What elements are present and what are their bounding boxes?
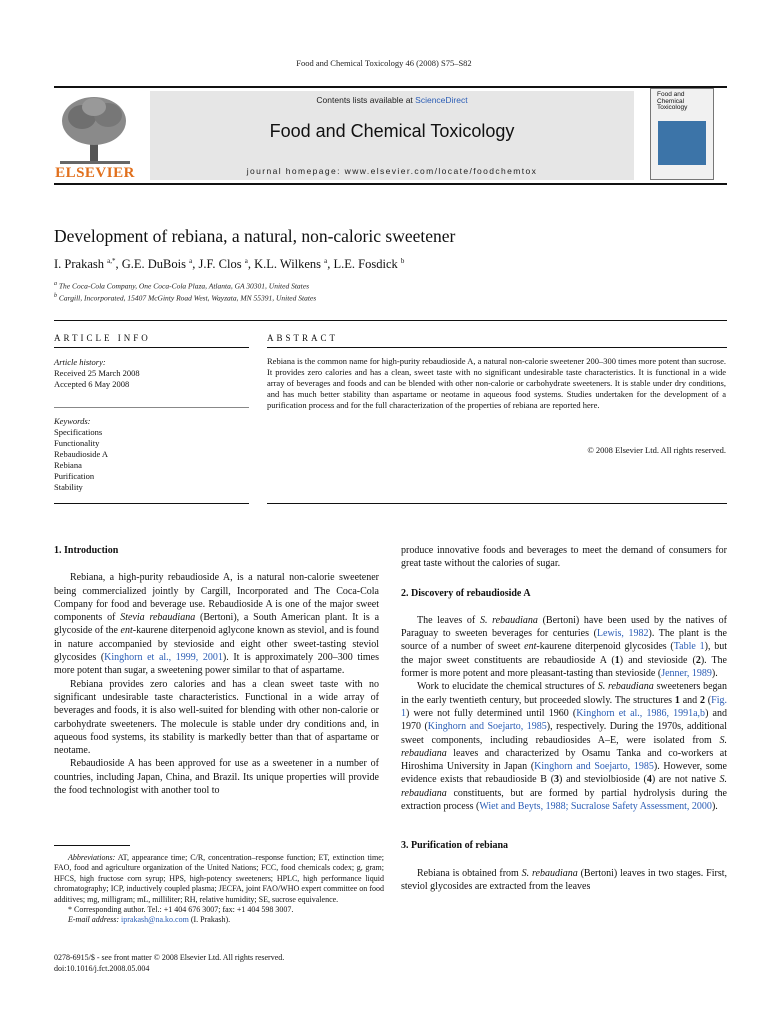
text-run: Rebiana, a high-purity rebaudioside A, is a natural non-calorie sweetener being commercialized jointly by Cargill, Incorporated and The Coca-Cola Company for food and beverage use. Rebaudioside A is one of the major sweet components of: [54, 572, 379, 624]
cover-title-line: Toxicology: [657, 104, 688, 111]
compound-number: 3: [554, 774, 560, 786]
received-date: Received 25 March 2008: [54, 368, 140, 378]
author-affil-sup: a: [324, 257, 328, 265]
intro-paragraph-2: Rebiana provides zero calories and has a clean sweet taste with no significant undesirable taste characteristics. Functional in a wide array of beverages and foods, it is also well-suited for blending with other non-calorie or carbohydrate sweeteners. The molecule is stable under dry conditions and, in aqueous food systems, its stability is markedly better than that of aspartame or neotame.: [54, 678, 379, 757]
author-affil-sup: a,*: [107, 257, 116, 265]
text-run: ). The plant is the source of a number of sweet: [401, 628, 727, 653]
keyword: Rebaudioside A: [54, 449, 109, 459]
text-run: Rebiana is obtained from: [417, 867, 522, 879]
text-run: The leaves of: [417, 614, 480, 626]
paper-title: Development of rebiana, a natural, non-caloric sweetener: [54, 226, 456, 246]
species-name: S. rebaudiana: [401, 774, 728, 799]
right-column: [401, 544, 727, 893]
journal-citation: Food and Chemical Toxicology 46 (2008) S75–S82: [296, 58, 472, 68]
keyword: Specifications: [54, 427, 103, 437]
intro-continuation: produce innovative foods and beverages to meet the demand of consumers for great taste without the calories of sugar.: [401, 545, 727, 570]
author-affil-sup: b: [400, 257, 405, 265]
journal-homepage-link[interactable]: journal homepage: www.elsevier.com/locate/foodchemtox: [246, 166, 538, 176]
affil-text: The Coca-Cola Company, One Coca-Cola Plaza, Atlanta, GA 30301, United States: [58, 281, 310, 291]
left-column: [54, 544, 379, 797]
email-footnote: [54, 915, 384, 925]
affil-text: Cargill, Incorporated, 15407 McGinty Road West, Wayzata, MN 55391, United States: [58, 293, 317, 303]
species-name: S. rebaudiana: [521, 867, 578, 879]
purification-paragraph-1: [401, 867, 727, 894]
text-run: ). The former is more potent and more pleasant-tasting than stevioside (: [401, 654, 727, 680]
text-run: ), but the major sweet constituents are rebaudioside A (: [401, 641, 727, 666]
author-name: L.E. Fosdick: [333, 257, 398, 272]
affiliation-b: [54, 293, 316, 303]
keyword: Purification: [54, 471, 95, 481]
journal-cover-thumbnail[interactable]: [650, 88, 714, 180]
reference-link[interactable]: Kinghorn and Soejarto, 1985: [427, 721, 547, 733]
abstract-bottom-rule: [267, 503, 727, 504]
text-run: sweeteners began in the early twentieth century, but proceeded slowly. The structures: [401, 681, 727, 706]
section-heading-introduction: 1. Introduction: [54, 545, 119, 556]
info-divider: [54, 407, 249, 408]
compound-number: 2: [695, 654, 701, 666]
species-name: S. rebaudiana: [479, 614, 538, 626]
author-name: K.L. Wilkens: [254, 257, 322, 272]
text-run: ).: [711, 801, 718, 813]
footnote-rule: [54, 845, 130, 846]
cover-title-line: Chemical: [657, 97, 685, 105]
keyword: Functionality: [54, 438, 100, 448]
author-name: G.E. DuBois: [121, 257, 186, 272]
reference-link[interactable]: Kinghorn et al., 1986, 1991a,b: [576, 707, 706, 719]
figure-link[interactable]: Fig. 1: [401, 694, 727, 719]
header-bottom-rule: [54, 183, 727, 185]
species-name: Stevia rebaudiana: [120, 612, 196, 624]
species-name: S. rebaudiana: [401, 734, 727, 759]
text-run: ) and steviolbioside (: [559, 774, 647, 786]
footnotes: [54, 853, 384, 926]
reference-link[interactable]: Jenner, 1989: [661, 668, 712, 680]
elsevier-wordmark[interactable]: ELSEVIER: [55, 165, 135, 181]
history-label: Article history:: [54, 357, 106, 367]
keyword: Stability: [54, 482, 83, 492]
compound-number: 4: [646, 774, 652, 786]
text-run: Work to elucidate the chemical structures of: [417, 681, 598, 693]
affil-sup: a: [54, 281, 57, 287]
section-heading-discovery: 2. Discovery of rebaudioside A: [401, 587, 531, 599]
section-heading-purification: 3. Purification of rebiana: [401, 840, 509, 852]
abstract-copyright: © 2008 Elsevier Ltd. All rights reserved.: [587, 445, 726, 455]
contents-availability: [150, 95, 634, 105]
table-link[interactable]: Table 1: [673, 641, 705, 653]
reference-link[interactable]: Lewis, 1982: [596, 628, 649, 640]
text-run: ) are not native: [651, 774, 720, 786]
reference-link[interactable]: Kinghorn and Soejarto, 1985: [534, 761, 654, 773]
text-run: constituents, but are formed by partial hydrolysis during the extraction process (: [401, 787, 727, 813]
keywords-block: [54, 416, 249, 493]
cover-image: [658, 121, 706, 165]
ent-prefix: ent: [524, 641, 537, 653]
abbrev-text: AT, appearance time; C/R, concentration–response function; ET, extinction time; FAO, food and agriculture organization of the United Nations; FCC, food chemicals codex; g, gram; HFCS, high fructose corn syrup; HPS, high-potency sweeteners; HPLC, high performance liquid chromatography; ICP, inductively coupled plasma; JECFA, joint FAO/WHO expert committee on food additives; mg, milligram; mL, milliliter; RH, relative humidity; SE, sucrose equivalence.: [54, 853, 384, 904]
abbrev-label: Abbreviations:: [68, 853, 116, 862]
ent-prefix: ent: [120, 625, 133, 637]
info-rule: [54, 347, 249, 348]
text-run: ). However, some evidence exists that rebaudioside B (: [401, 761, 727, 786]
info-bottom-rule: [54, 503, 249, 504]
text-run: ), respectively. During the 1970s, additional sweet components, including rebaudiosides A–E, were isolated from: [401, 721, 728, 746]
compound-number: 1: [674, 694, 680, 706]
email-suffix: (I. Prakash).: [188, 915, 231, 925]
text-run: -kaurene diterpenoid aglycone known as steviol, and is found in nature accompanied by stevioside and eight other sweet-tasting steviol glycosides (: [54, 625, 379, 664]
abstract-heading: ABSTRACT: [267, 333, 339, 343]
journal-title: Food and Chemical Toxicology: [269, 121, 515, 141]
text-run: ) and 1970 (: [401, 707, 727, 733]
sciencedirect-link[interactable]: ScienceDirect: [415, 95, 468, 105]
text-run: (Bertoni), a South American plant. It is a glycoside of the: [54, 612, 380, 637]
text-run: ) and stevioside (: [619, 654, 696, 666]
text-run: ). It is approximately 200–300 times more potent than sugar, a sweetening power similar to that of aspartame.: [54, 652, 380, 677]
abstract-rule: [267, 347, 727, 348]
affil-sup: b: [54, 293, 57, 299]
author-name: I. Prakash: [54, 257, 104, 272]
cover-title: [657, 92, 687, 112]
email-label: E-mail address:: [68, 915, 120, 925]
text-run: -kaurene diterpenoid glycosides (: [536, 641, 674, 653]
discovery-paragraph-1: [401, 614, 727, 680]
text-run: leaves and characterized by Osamu Tanka and co-workers at Hiroshima University in Japan (: [401, 747, 727, 773]
abbreviations-footnote: [54, 853, 384, 905]
author-affil-sup: a: [189, 257, 193, 265]
article-info-heading: ARTICLE INFO: [54, 333, 151, 343]
intro-paragraph-1: [54, 571, 379, 677]
doi-line[interactable]: doi:10.1016/j.fct.2008.05.004: [54, 964, 150, 973]
section-rule: [54, 320, 727, 321]
contents-prefix: Contents lists available at: [316, 95, 416, 105]
compound-number: 2: [699, 694, 705, 706]
front-matter: [54, 952, 284, 974]
issn-line: 0278-6915/$ - see front matter © 2008 Elsevier Ltd. All rights reserved.: [54, 953, 285, 962]
abstract-text: Rebiana is the common name for high-purity rebaudioside A, a natural non-calorie sweetener 200–300 times more potent than sucrose. It provides zero calories and has a clean, sweet taste with no significant undesirable taste characteristics. It is functional in a wide array of beverages and foods and can be blended with other non-calorie or carbohydrate sweeteners. It is stable under dry conditions, and has much better stability than aspartame or neotame in aqueous food systems. Studies undertaken for the development of a purification process and for the full characterization of the properties of rebiana are reported here.: [267, 356, 726, 411]
author-affil-sup: a: [244, 257, 248, 265]
text-run: (Bertoni) have been used by the natives of Paraguay to sweeten beverages for centuries (: [401, 614, 727, 640]
text-run: ).: [711, 668, 718, 680]
header-top-rule: [54, 86, 727, 88]
text-run: and: [679, 694, 700, 706]
accepted-date: Accepted 6 May 2008: [54, 379, 130, 389]
corresponding-author-footnote: * Corresponding author. Tel.: +1 404 676 3007; fax: +1 404 598 3007.: [68, 905, 294, 915]
reference-link[interactable]: Wiet and Beyts, 1988; Sucralose Safety Assessment, 2000: [479, 801, 712, 813]
text-run: ) were not fully determined until 1960 (: [406, 707, 577, 719]
text-run: (: [704, 694, 712, 706]
author-list: I. Prakash $^{a,*}$, G.E. DuBois $^a$, J.F. Clos $^a$, K.L. Wilkens $^a$, L.E. Fosdick $^b$: [54, 257, 405, 272]
article-history: [54, 357, 249, 390]
intro-paragraph-3: Rebaudioside A has been approved for use as a sweetener in a number of countries, including Japan, China, and Brazil. Its unique properties will provide the food technologist with another tool to: [54, 758, 379, 797]
discovery-paragraph-2: [401, 680, 727, 813]
reference-link[interactable]: Kinghorn et al., 1999, 2001: [104, 652, 223, 664]
species-name: S. rebaudiana: [597, 681, 654, 693]
keyword: Rebiana: [54, 460, 82, 470]
text-run: (Bertoni) leaves in two stages. First, steviol glycosides are extracted from the leaves: [401, 867, 727, 892]
compound-number: 1: [614, 654, 620, 666]
email-link[interactable]: iprakash@na.ko.com: [121, 915, 189, 925]
author-name: J.F. Clos: [198, 257, 242, 272]
cover-title-line: Food and: [657, 91, 685, 98]
keywords-label: Keywords:: [54, 416, 91, 426]
affiliation-a: [54, 281, 309, 291]
